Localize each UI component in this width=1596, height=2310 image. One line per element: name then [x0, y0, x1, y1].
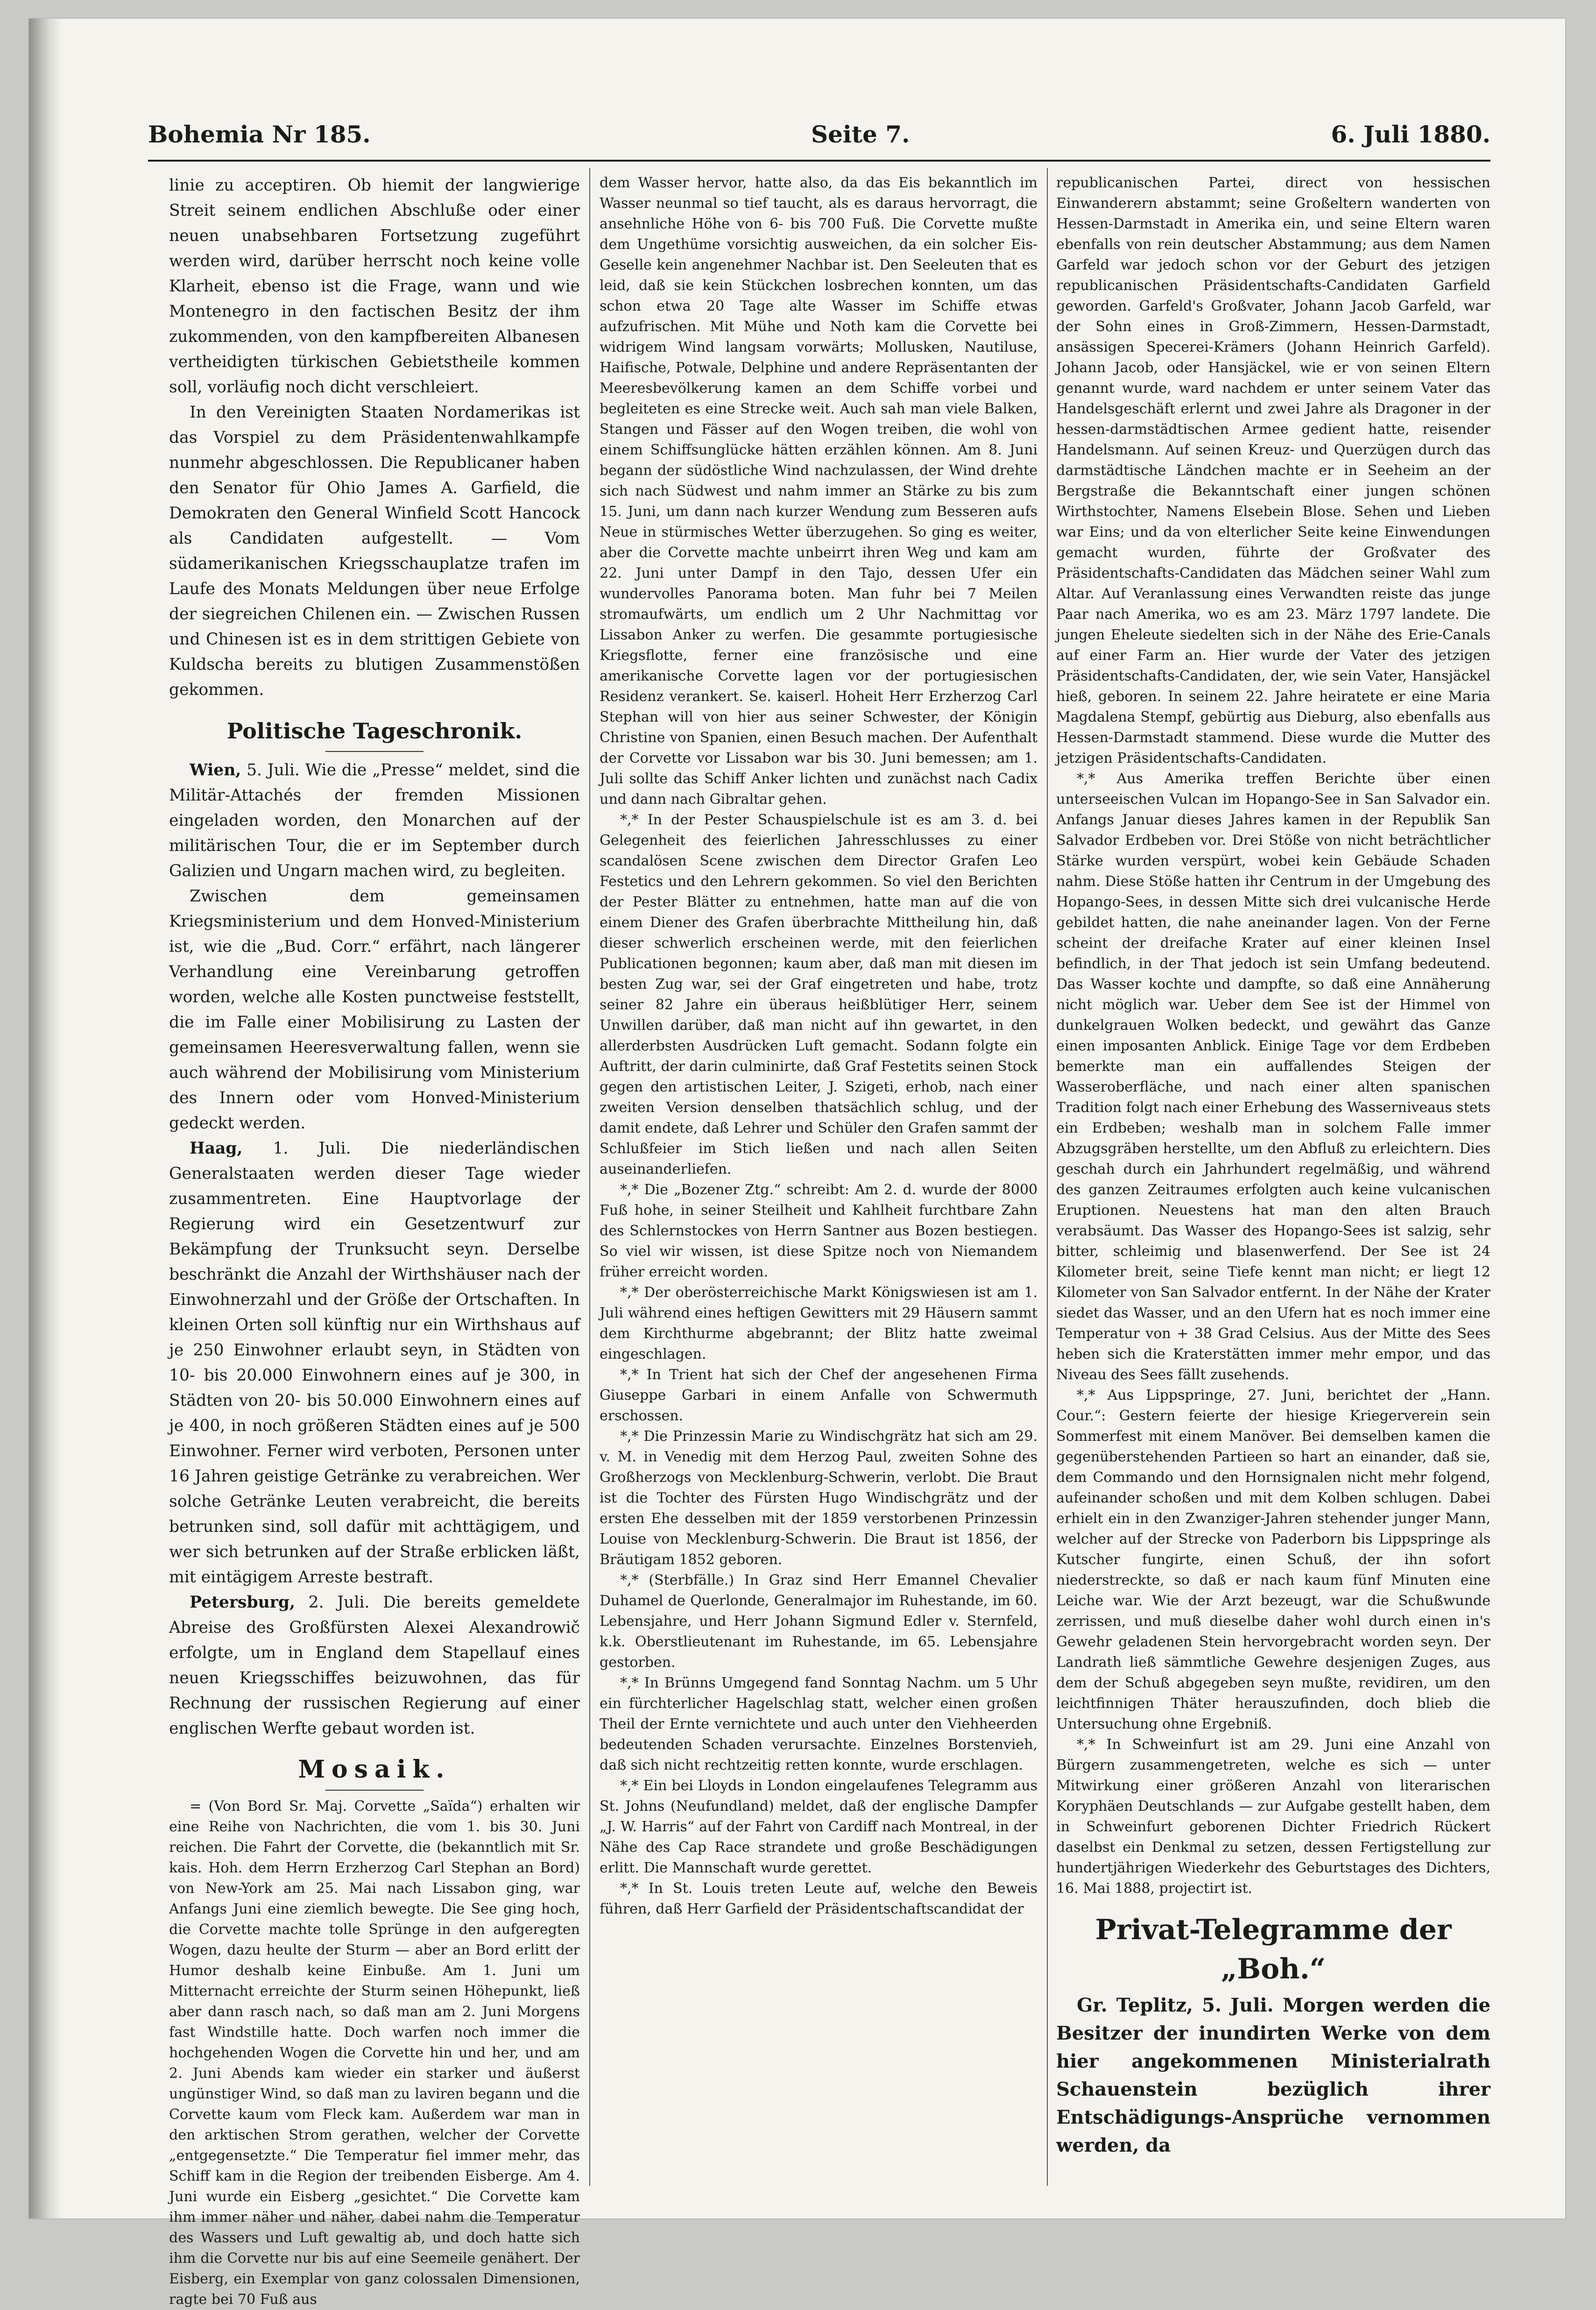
dateline-date: 5. Juli.	[247, 761, 300, 779]
telegram-item	[1056, 1991, 1490, 2160]
news-text: Wie die „Presse“ meldet, sind die Militär-Attachés der fremden Missionen eingeladen worden, den Monarchen auf der militärischen Tour, die er im September durch Galizien und Ungarn machen wird, zu begleiten.	[169, 761, 580, 880]
news-item: *,* Aus Lippspringe, 27. Juni, berichtet der „Hann. Cour.“: Gestern feierte der hiesige Kriegerverein sein Sommerfest mit einem Manöver. Bei demselben kamen die gegenüberstehenden Partieen so hart an einander, daß sie, dem Commando und den Hornsignalen nicht mehr folgend, aufeinander schoßen und mit dem Kolben schlugen. Dabei erhielt ein in den Zwanziger-Jahren stehender junger Mann, welcher auf der Strecke von Paderborn bis Lippspringe als Kutscher fungirte, einen Schuß, der ihn sofort niederstreckte, so daß er nach kaum fünf Minuten eine Leiche war. Wie der Arzt bezeugt, war die Schußwunde zerrissen, und muß dieselbe daher wohl durch einen in's Gewehr geladenen Stein hervorgebracht worden seyn. Der Landrath ließ sämmtliche Gewehre desjenigen Zuges, aus dem der Schuß abgegeben seyn mußte, revidiren, um den leichtfinnigen Thäter herauszufinden, doch blieb die Untersuchung ohne Ergebniß.	[1056, 1387, 1490, 1732]
news-item-wien	[169, 758, 580, 884]
news-text: Die niederländischen Generalstaaten werden dieser Tage wieder zusammentreten. Eine Hauptvorlage der Regierung wird ein Gesetzentwurf zur Bekämpfung der Trunksucht seyn. Derselbe beschränkt die Anzahl der Wirthshäuser nach der Einwohnerzahl und der Größe der Ortschaften. In kleinen Orten soll künftig nur ein Wirthshaus auf je 250 Einwohner erlaubt seyn, in Städten von 10- bis 20.000 Einwohnern eines auf je 300, in Städten von 20- bis 50.000 Einwohnern eines auf je 400, in noch größeren Städten eines auf je 500 Einwohner. Ferner wird verboten, Personen unter 16 Jahren geistige Getränke zu verabreichen. Wer solche Getränke Leuten verabreicht, die bereits betrunken sind, soll dafür mit achttägigem, und wer sich betrunken auf der Straße erblicken läßt, mit eintägigem Arreste bestraft.	[169, 1139, 580, 1587]
article-text: = (Von Bord Sr. Maj. Corvette „Saïda“) erhalten wir eine Reihe von Nachrichten, die vom 1. bis 30. Juni reichen. Die Fahrt der Corvette, die (bekanntlich mit Sr. kais. Hoh. dem Herrn Erzherzog Carl Stephan an Bord) von New-York am 25. Mai nach Lissabon ging, war Anfangs Juni eine ziemlich bewegte. Die See ging hoch, die Corvette machte tolle Sprünge in den aufgeregten Wogen, dazu heulte der Sturm — aber an Bord erlitt der Humor deshalb keine Einbuße. Am 1. Juni um Mitternacht erreichte der Sturm seinen Höhepunkt, ließ aber dann rasch nach, so daß man am 2. Juni Morgens fast Windstille hatte. Doch warfen noch immer die hochgehenden Wogen die Corvette hin und her, und am 2. Juni Abends kam wieder ein starker und äußerst ungünstiger Wind, so daß man zu laviren begann und die Corvette kaum vom Fleck kam. Außerdem war man in den arktischen Strom gerathen, welcher der Corvette „entgegensetzte.“ Die Temperatur fiel immer mehr, das Schiff kam in die Region der treibenden Eisberge. Am 4. Juni wurde ein Eisberg „gesichtet.“ Die Corvette kam ihm immer näher und näher, dabei nahm die Temperatur des Wassers und Luft gewaltig ab, und doch hatte sich ihm die Corvette nur bis auf eine Seemeile genähert. Der Eisberg, ein Exemplar von ganz colossalen Dimensionen, ragte bei 70 Fuß aus	[169, 1798, 580, 2308]
section-heading-chronik: Politische Tageschronik.	[226, 718, 523, 744]
dateline-date: 1. Juli.	[273, 1139, 351, 1158]
column-2	[600, 173, 1038, 2200]
dateline-date: 2. Juli.	[308, 1593, 370, 1612]
newspaper-page	[29, 19, 1565, 2308]
column-3	[1056, 173, 1490, 2200]
news-item: *,* In St. Louis treten Leute auf, welche den Beweis führen, daß Herr Garfield der Präsidentschaftscandidat der	[600, 1880, 1038, 1917]
news-item: *,* Die Prinzessin Marie zu Windischgrätz hat sich am 29. v. M. in Venedig mit dem Herzog Paul, zweiten Sohne des Großherzogs von Mecklenburg-Schwerin, verlobt. Die Braut ist die Tochter des Fürsten Hugo Windischgrätz und der ersten Ehe desselben mit der 1859 verstorbenen Prinzessin Louise von Mecklenburg-Schwerin. Die Braut ist 1856, der Bräutigam 1852 geboren.	[600, 1428, 1038, 1568]
column-divider	[1047, 168, 1048, 2186]
news-item: *,* In Schweinfurt ist am 29. Juni eine Anzahl von Bürgern zusammengetreten, welche es sich — unter Mitwirkung einer größeren Anzahl von literarischen Koryphäen Deutschlands — zur Aufgabe gestellt haben, dem in Schweinfurt geborenen Dichter Friedrich Rückert daselbst ein Denkmal zu setzen, dessen Fertigstellung zur hundertjährigen Wiederkehr des Geburtstages des Dichters, 16. Mai 1888, projectirt ist.	[1056, 1736, 1490, 1897]
header-page-number: Seite 7.	[811, 120, 910, 148]
telegram-text: 5. Juli. Morgen werden die Besitzer der inundirten Werke von dem hier angekommenen Ministerialrath Schauenstein bezüglich ihrer Entschädigungs-Ansprüche vernommen werden, da	[1056, 1994, 1490, 2156]
column-divider	[589, 168, 590, 2186]
news-item: *,* Der oberösterreichische Markt Königswiesen ist am 1. Juli während eines heftigen Gewitters mit 29 Häusern sammt dem Kirchthurme abgebrannt; der Blitz hatte zweimal eingeschlagen.	[600, 1284, 1038, 1362]
article-text: republicanischen Partei, direct von hessischen Einwanderern abstammt; seine Großeltern wanderten von Hessen-Darmstadt in Amerika ein, und seine Eltern waren ebenfalls von rein deutscher Abstammung; aus dem Namen Garfeld war jedoch schon vor der Geburt des jetzigen republicanischen Präsidentschafts-Candidaten Garfield geworden. Garfeld's Großvater, Johann Jacob Garfeld, war der Sohn eines in Groß-Zimmern, Hessen-Darmstadt, ansässigen Specerei-Krämers (Johann Heinrich Garfeld). Johann Jacob, oder Hansjäckel, wie er von seinen Eltern genannt wurde, ward nachdem er unter seinem Vater das Handelsgeschäft erlernt und zwei Jahre als Dragoner in der hessen-darmstädtischen Armee gedient hatte, reisender Handelsmann. Auf seinen Kreuz- und Querzügen durch das darmstädtische Ländchen machte er in Seeheim an der Bergstraße die Bekanntschaft einer jungen schönen Wirthstochter, Namens Elsebein Blose. Sehen und Lieben war Eins; und da von elterlicher Seite keine Einwendungen gemacht wurden, führte der Großvater des Präsidentschafts-Candidaten das Mädchen seiner Wahl zum Altar. Auf Veranlassung eines Verwandten reiste das junge Paar nach Amerika, wo es am 23. März 1797 landete. Die jungen Eheleute siedelten sich in der Nähe des Erie-Canals auf einer Farm an. Hier wurde der Vater des jetzigen Präsidentschafts-Candidaten, der, wie sein Vater, Hansjäckel hieß, geboren. In seinem 22. Jahre heiratete er eine Maria Magdalena Stempf, gebürtig aus Dieburg, also ebenfalls aus Hessen-Darmstadt stammend. Diese wurde die Mutter des jetzigen Präsidentschafts-Candidaten.	[1056, 175, 1490, 766]
news-item-petersburg	[169, 1590, 580, 1741]
dateline-place: Haag,	[190, 1139, 243, 1158]
page-header	[148, 112, 1490, 154]
dateline-place: Petersburg,	[190, 1593, 295, 1612]
heading-rule	[325, 1790, 424, 1791]
article-text: Zwischen dem gemeinsamen Kriegsministerium und dem Honved-Ministerium ist, wie die „Bud. Corr.“ erfährt, nach längerer Verhandlung eine Vereinbarung getroffen worden, welche alle Kosten punctweise feststellt, die im Falle einer Mobilisirung zu Lasten der gemeinsamen Heeresverwaltung fallen, wenn sie auch während der Mobilisirung vom Ministerium des Innern oder vom Honved-Ministerium gedeckt werden.	[169, 887, 580, 1133]
news-item: *,* (Sterbfälle.) In Graz sind Herr Emannel Chevalier Duhamel de Querlonde, Generalmajor im Ruhestande, im 60. Lebensjahre, und Herr Johann Sigmund Edler v. Sternfeld, k.k. Oberstlieutenant im Ruhestande, im 65. Lebensjahre gestorben.	[600, 1572, 1038, 1671]
news-item: *,* Ein bei Lloyds in London eingelaufenes Telegramm aus St. Johns (Neufundland) meldet, daß der englische Dampfer „J. W. Harris“ auf der Fahrt von Cardiff nach Montreal, in der Nähe des Cap Race strandete und große Beschädigungen erlitt. Die Mannschaft wurde gerettet.	[600, 1778, 1038, 1876]
section-heading-mosaik: Mosaik.	[298, 1755, 451, 1784]
dateline-place: Gr. Teplitz,	[1077, 1994, 1193, 2016]
news-item: *,* Die „Bozener Ztg.“ schreibt: Am 2. d. wurde der 8000 Fuß hohe, in seiner Steilheit und Kahlheit furchtbare Zahn des Schlernstockes von Herrn Santner aus Bozen bestiegen. So viel wir wissen, ist diese Spitze noch von Niemandem früher erreicht worden.	[600, 1182, 1038, 1280]
news-text: Die bereits gemeldete Abreise des Großfürsten Alexei Alexandrowič erfolgte, um in England dem Stapellauf eines neuen Kriegsschiffes beizuwohnen, das für Rechnung der russischen Regierung auf einer englischen Werfte gebaut worden ist.	[169, 1593, 580, 1738]
header-issue: Bohemia Nr 185.	[148, 120, 371, 148]
header-date: 6. Juli 1880.	[1331, 120, 1490, 148]
page-binding-edge	[29, 19, 62, 2218]
news-item-haag	[169, 1136, 580, 1590]
news-item: *,* Aus Amerika treffen Berichte über einen unterseeischen Vulcan im Hopango-See in San Salvador ein. Anfangs Januar dieses Jahres kamen in der Republik San Salvador Erdbeben vor. Drei Stöße von nicht beträchtlicher Stärke wurden verspürt, wobei kein Gebäude Schaden nahm. Diese Stöße hatten ihr Centrum in der Umgebung des Hopango-Sees, in dessen Mitte sich drei vulcanische Herde gebildet hatten, die nahe aneinander lagen. Von der Ferne scheint der dreifache Krater auf einer kleinen Insel befindlich, in der That jedoch ist sein Umfang bedeutend. Das Wasser kochte und dampfte, so daß eine Annäherung nicht möglich war. Ueber dem See ist der Himmel von dunkelgrauen Wolken bedeckt, und gewährt das Ganze einen imposanten Anblick. Einige Tage vor dem Erdbeben bemerkte man ein auffallendes Steigen der Wasseroberfläche, und nach einer alten spanischen Tradition folgt nach einer Erhebung des Wasserniveaus stets ein Erdbeben; weshalb man in solchem Falle immer Abzugsgräben herstellte, um den Abfluß zu erleichtern. Dies geschah durch ein Jahrhundert regelmäßig, und während des ganzen Zeitraumes erfolgten auch keine vulcanischen Eruptionen. Neuestens hat man den alten Brauch verabsäumt. Das Wasser des Hopango-Sees ist salzig, sehr bitter, schleimig und blasenwerfend. Der See ist 24 Kilometer breit, seine Tiefe kennt man nicht; er liegt 12 Kilometer von San Salvador entfernt. In der Nähe der Krater siedet das Wasser, und an den Ufern hat es noch immer eine Temperatur von + 38 Grad Celsius. Aus der Mitte des Sees heben sich die Kraterstätten immer mehr empor, und das Niveau des Sees fällt zusehends.	[1056, 771, 1490, 1383]
article-text: dem Wasser hervor, hatte also, da das Eis bekanntlich im Wasser neunmal so tief taucht, als es daraus hervorragt, die ansehnliche Höhe von 6- bis 700 Fuß. Die Corvette mußte dem Ungethüme vorsichtig ausweichen, da ein solcher Eis-Geselle kein angenehmer Nachbar ist. Den Seeleuten that es leid, daß sie kein Stückchen losbrechen konnten, um das schon etwa 20 Tage alte Wasser im Schiffe etwas aufzufrischen. Mit Mühe und Noth kam die Corvette bei widrigem Wind langsam vorwärts; Mollusken, Nautiluse, Haifische, Potwale, Delphine und andere Repräsentanten der Meeresbevölkerung kamen an dem Schiffe vorbei und begleiteten es eine Strecke weit. Auch sah man viele Balken, Stangen und Fässer auf den Wogen treiben, die wohl von einem Schiffsunglücke hätten erzählen können. Am 8. Juni begann der südöstliche Wind nachzulassen, der Wind drehte sich nach Südwest und nahm immer an Stärke zu bis zum 15. Juni, um dann nach kurzer Wendung zum Besseren aufs Neue in stürmisches Wetter überzugehen. So ging es weiter, aber die Corvette machte unbeirrt ihren Weg und kam am 22. Juni unter Dampf in den Tajo, dessen Ufer ein wundervolles Panorama boten. Man fuhr bei 7 Meilen stromaufwärts, um endlich um 2 Uhr Nachmittag vor Lissabon Anker zu werfen. Die gesammte portugiesische Kriegsflotte, ferner eine französische und eine amerikanische Corvette lagen vor der portugiesischen Residenz verankert. Se. kaiserl. Hoheit Herr Erzherzog Carl Stephan will von hier aus seiner Schwester, der Königin Christine von Spanien, einen Besuch machen. Der Aufenthalt der Corvette vor Lissabon war bis 30. Juni bemessen; am 1. Juli sollte das Schiff Anker lichten und zunächst nach Cadix und dann nach Gibraltar gehen.	[600, 175, 1038, 808]
article-text: linie zu acceptiren. Ob hiemit der langwierige Streit seinem endlichen Abschluße oder einer neuen unabsehbaren Fortsetzung zugeführt werden wird, darüber herrscht noch keine volle Klarheit, ebenso ist die Frage, wann und wie Montenegro in den factischen Besitz der ihm zukommenden, von den kampfbereiten Albanesen vertheidigten türkischen Gebietstheile kommen soll, vorläufig noch dicht verschleiert.	[169, 176, 580, 397]
news-item: *,* In Brünns Umgegend fand Sonntag Nachm. um 5 Uhr ein fürchterlicher Hagelschlag statt, welcher einen großen Theil der Ernte vernichtete und auch unter den Viehheerden bedeutenden Schaden verursachte. Einzelnes Borstenvieh, daß sich nicht rechtzeitig retten konnte, wurde erschlagen.	[600, 1675, 1038, 1773]
dateline-place: Wien,	[190, 761, 241, 779]
news-item: *,* In Trient hat sich der Chef der angesehenen Firma Giuseppe Garbari in einem Anfalle von Schwermuth erschossen.	[600, 1367, 1038, 1424]
article-text: In den Vereinigten Staaten Nordamerikas ist das Vorspiel zu dem Präsidentenwahlkampfe nunmehr abgeschlossen. Die Republicaner haben den Senator für Ohio James A. Garfield, die Demokraten den General Winfield Scott Hancock als Candidaten aufgestellt. — Vom südamerikanischen Kriegsschauplatze trafen im Laufe des Monats Meldungen über neue Erfolge der siegreichen Chilenen ein. — Zwischen Russen und Chinesen ist es in dem strittigen Gebiete von Kuldscha bereits zu blutigen Zusammenstößen gekommen.	[169, 403, 580, 699]
heading-rule	[325, 751, 424, 752]
column-1	[169, 173, 580, 2308]
news-item: *,* In der Pester Schauspielschule ist es am 3. d. bei Gelegenheit des feierlichen Jahresschlusses zu einer scandalösen Scene zwischen dem Director Grafen Leo Festetics und den Lehrern gekommen. So viel den Berichten der Pester Blätter zu entnehmen, hatte man auf die von einem Diener des Grafen überbrachte Mittheilung hin, daß dieser schwerlich erscheinen werde, mit den feierlichen Publicationen begonnen; kaum aber, daß man mit diesen im besten Zug war, sei der Graf eingetreten und habe, trotz seiner 82 Jahre ein überaus heißblütiger Herr, seinem Unwillen darüber, daß man nicht auf ihn gewartet, in den allerderbsten Ausdrücken Luft gemacht. Sodann folgte ein Auftritt, der darin culminirte, daß Graf Festetits seinen Stock gegen den artistischen Leiter, J. Szigeti, erhob, nach einer zweiten Version denselben thatsächlich schlug, und der damit endete, daß Lehrer und Schüler den Grafen sammt der Schlußfeier im Stich ließen und nach allen Seiten auseinanderliefen.	[600, 812, 1038, 1177]
header-rule	[148, 160, 1490, 162]
telegram-section-heading: Privat-Telegramme der „Boh.“	[1095, 1913, 1452, 1985]
